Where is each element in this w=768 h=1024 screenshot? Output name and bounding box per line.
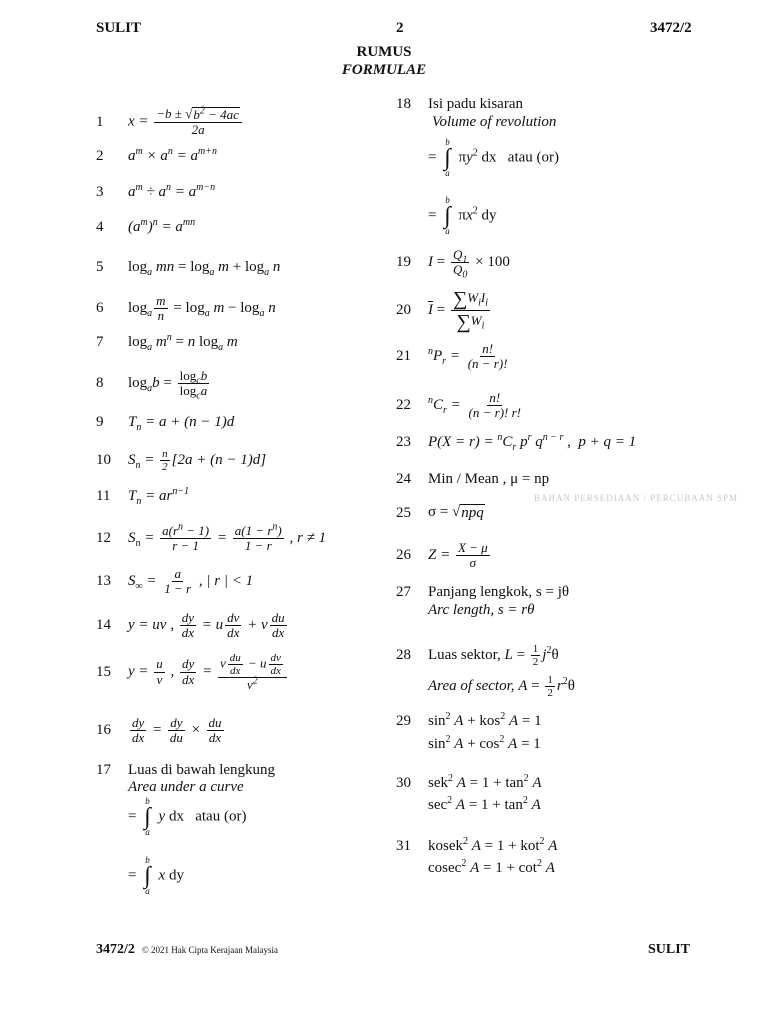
formula-29-english: $\sin^2 A + \cos^2 A = 1$ [428,734,541,752]
header-right: 3472/2 [650,20,692,36]
formula-26: 26 Z = $\frac{X - \mu}{\sigma}$ [396,540,488,571]
formula-17-integral-x: = b ∫ a x dy [128,855,184,897]
formula-17: 17 Luas di bawah lengkung [96,762,276,778]
formula-28-english: Area of sector, A = $\frac{1}{2}$ $r^2\theta$ [428,674,575,700]
formula-18-integral-y: = b ∫ a $\pi y^2$ dx atau (or) [428,137,560,179]
formula-23: 23 $P(X = r) = ^nC_r$ $p^r$ $q^{n - r}$ , p + q = 1 [396,432,637,453]
formula-20: 20 $\overline{I}$ = $\frac{\sum W_iI_i}{\sum W_i}$ [396,288,488,333]
formula-8: 8 $\log_ab$ = $\frac{\log_cb}{\log_ca}$ [96,368,208,402]
formula-1: 1 x = −b ± √ $b^2 - 4ac$ 2a [96,107,244,138]
formula-4: 4 $(a^m)^n = a^{mn}$ [96,217,196,235]
formula-30-english: $\sec^2 A = 1 + \tan^2 A$ [428,795,541,813]
page-number: 2 [396,20,404,36]
formula-13: 13 $S_\infty$ = $\frac{a}{1 - r}$ , | r | < 1 [96,566,254,597]
formula-18-integral-x: = b ∫ a $\pi x^2$ dy [428,195,497,237]
formula-25: 25 σ = √ npq [396,504,484,521]
formula-11: 11 $T_n = ar^{n-1}$ [96,486,190,507]
formula-22: 22 $^nC_r$ = $\frac{n!}{(n - r)! r!}$ [396,390,522,421]
formula-18-label-english: Volume of revolution [432,114,557,130]
formula-15: 15 y = $\frac{u}{v}$ , $\frac{dy}{dx}$ = v $\frac{du}{dx}$ − u $\frac{dv}{dx}$ $v^2$ [96,652,289,692]
formula-18: 18 Isi padu kisaran [396,96,523,112]
footer-left: 3472/2 © 2021 Hak Cipta Kerajaan Malaysia [96,942,278,957]
watermark: BAHAN PERSEDIAAN / PERCUBAAN SPM [534,493,739,503]
formula-6: 6 $\log_a$ $\frac{m}{n}$ = $\log_a m - \log_a n$ [96,293,276,324]
title-malay: RUMUS [356,44,412,60]
title-english: FORMULAE [341,62,427,78]
formula-28: 28 Luas sektor, L = $\frac{1}{2}$ $j^2\theta$ [396,643,559,669]
formula-7: 7 $\log_a m^n = n$ $\log_a m$ [96,332,238,353]
formula-27-label-english: Arc length, s = rθ [428,602,535,618]
formula-17-label-english: Area under a curve [128,779,244,795]
formula-12: 12 $S_n$ = $\frac{a(r^n - 1)}{r - 1}$ = $\frac{a(1 - r^n)}{1 - r}$ , r ≠ 1 [96,521,327,554]
formula-17-integral-y: = b ∫ a y dx atau (or) [128,796,247,838]
formula-10: 10 $S_n$ = $\frac{n}{2}$ [2a + (n − 1)d] [96,448,267,474]
formula-9: 9 $T_n = a + (n - 1)d$ [96,414,235,433]
formula-14: 14 y = uv , $\frac{dy}{dx}$ = u $\frac{dv}{dx}$ + v $\frac{du}{dx}$ [96,610,285,641]
formula-5: 5 $\log_a$ mn = $\log_a m + \log_a n$ [96,259,281,278]
formula-30: 30 sek$^2$ $A = 1 + \tan^2 A$ [396,773,542,791]
formula-3: 3 $a^m \div a^n = a^{m-n}$ [96,182,216,200]
formula-21: 21 $^nP_r$ = $\frac{n!}{(n - r)!}$ [396,341,508,372]
formula-2: 2 $a^m \times a^n = a^{m+n}$ [96,146,217,164]
formula-19: 19 I = $\frac{Q_1}{Q_0}$ × 100 [396,247,510,281]
formula-29: 29 $\sin^2 A + kos^2$ A = 1 [396,711,542,729]
formula-31-english: cosec$^2$ $A = 1 + \cot^2 A$ [428,858,555,876]
footer-right: SULIT [648,942,691,957]
formula-31: 31 kosek$^2$ A = 1 + kot$^2$ A [396,836,558,854]
formula-16: 16 $\frac{dy}{dx}$ = $\frac{dy}{du}$ × $\frac{du}{dx}$ [96,715,222,746]
formula-24: 24 Min / Mean , μ = np [396,471,550,487]
formula-27: 27 Panjang lengkok, s = jθ [396,584,570,600]
header-left: SULIT [96,20,142,36]
